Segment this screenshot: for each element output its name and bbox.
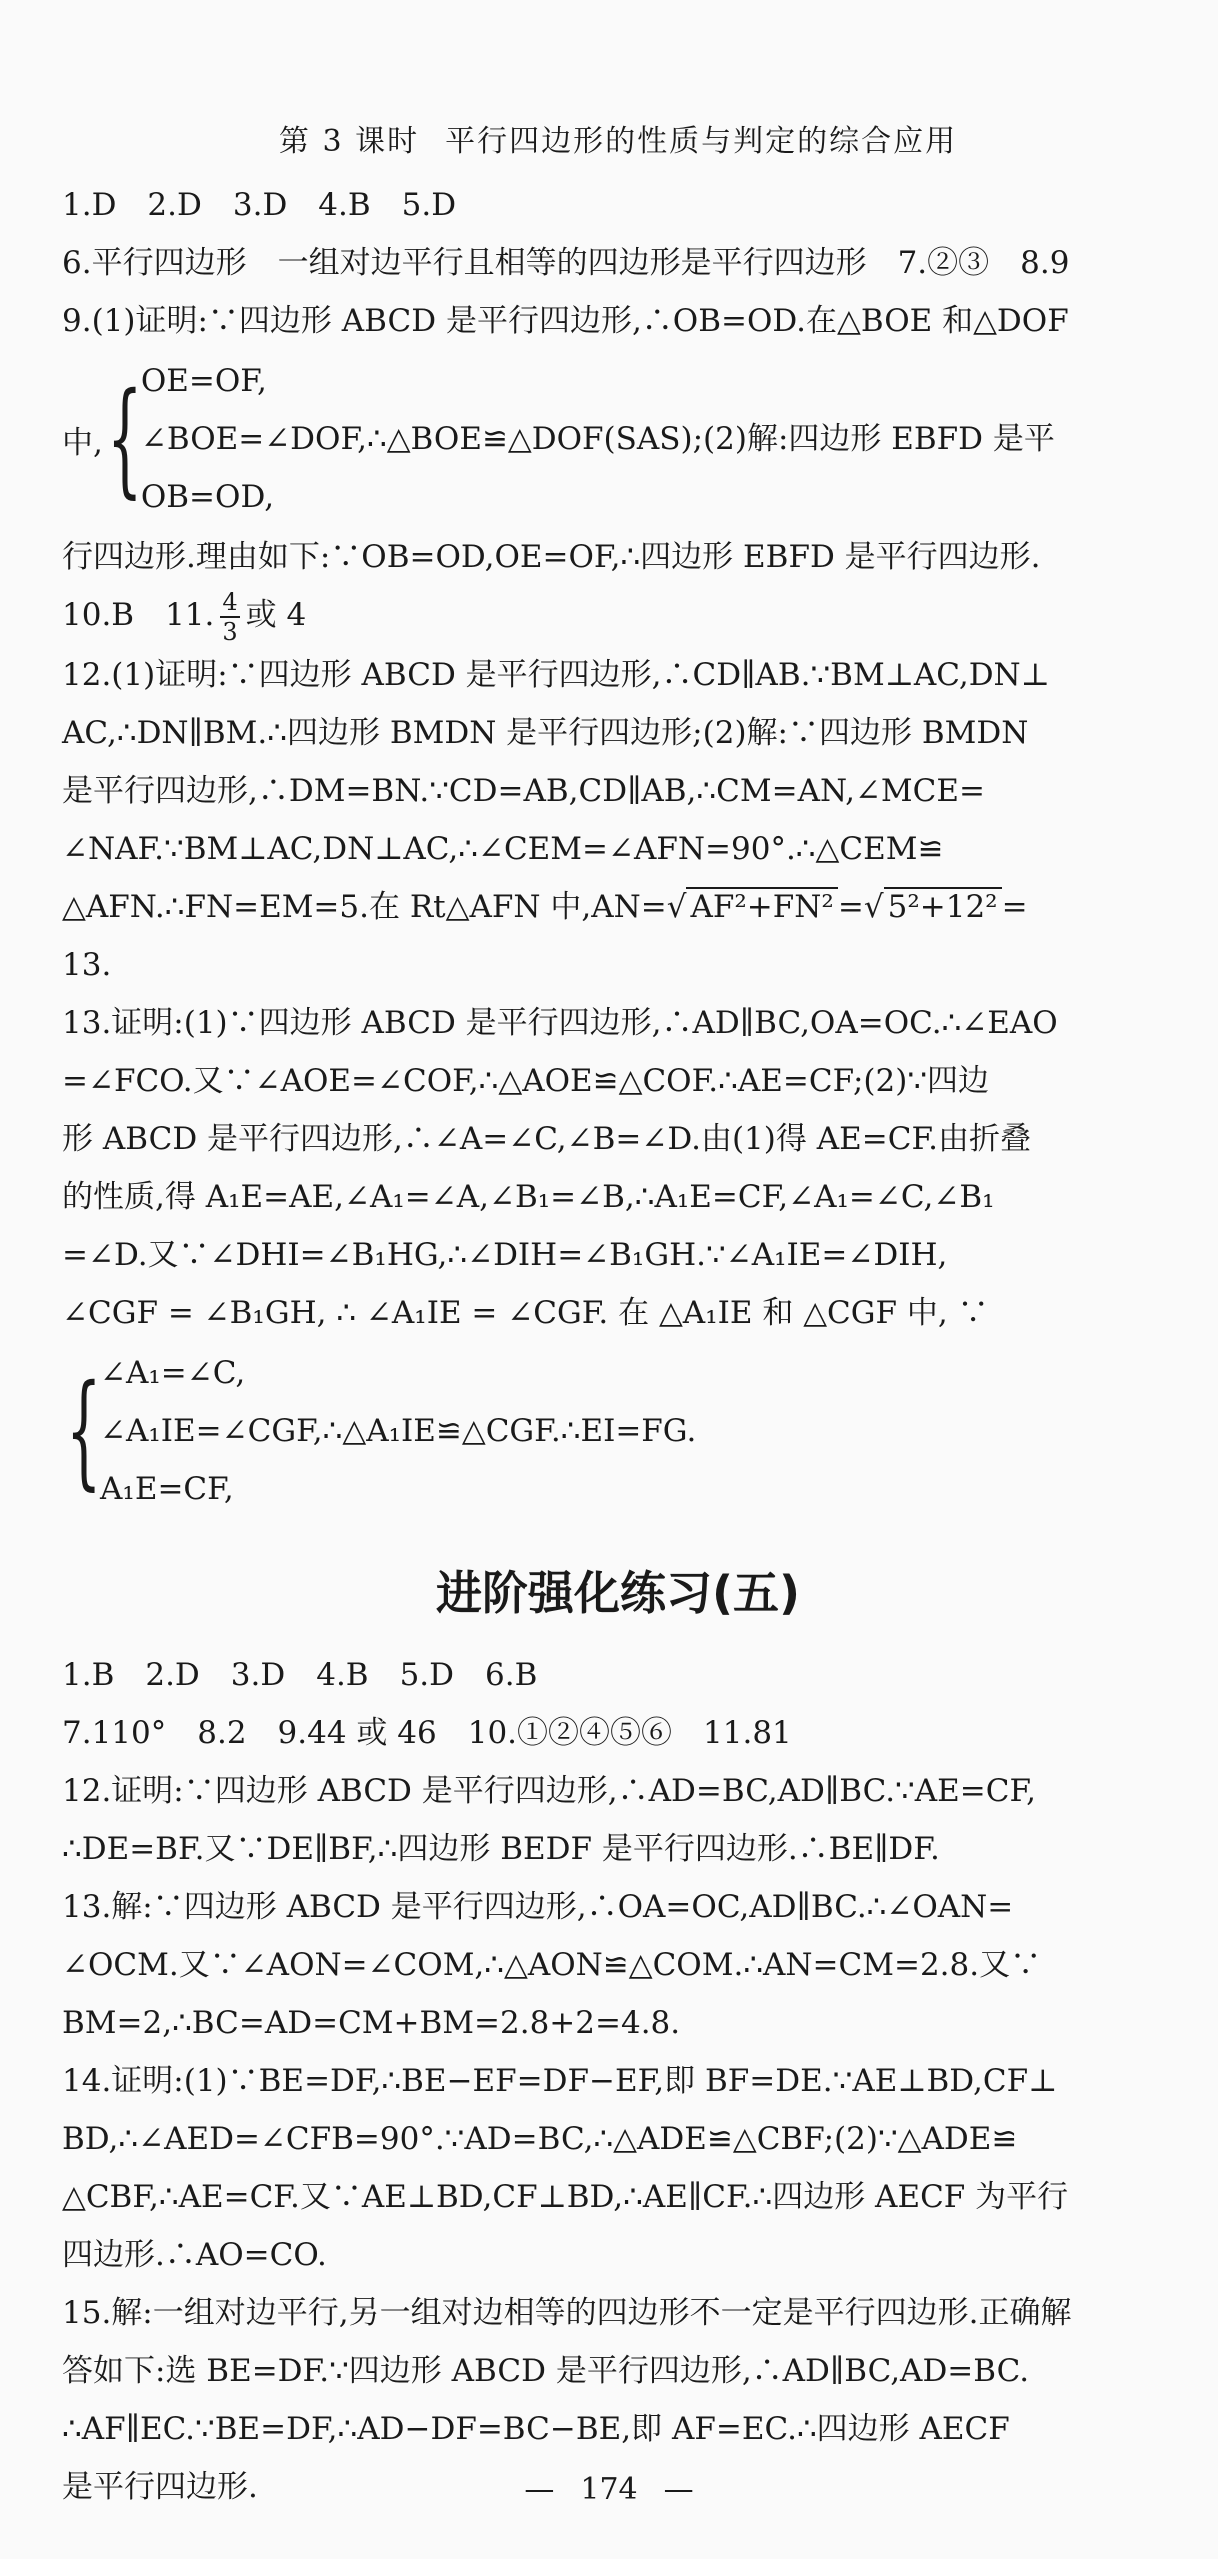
equation-system: [62, 352, 1174, 526]
fraction-numerator: 4: [222, 587, 238, 616]
answer-line: 6.平行四边形 一组对边平行且相等的四边形是平行四边形 7.②③ 8.9: [62, 245, 1070, 281]
square-root: √ 5²+12²: [864, 878, 1002, 936]
system-prefix: 中,: [62, 424, 103, 461]
system-lines: [100, 1344, 696, 1518]
answer-line: 7.110° 8.2 9.44 或 46 10.①②④⑤⑥ 11.81: [62, 1714, 792, 1751]
answer-line: ∴DE=BF.又∵DE∥BF,∴四边形 BEDF 是平行四边形.∴BE∥DF.: [62, 1830, 940, 1867]
answer-line: 四边形.∴AO=CO.: [62, 2236, 327, 2273]
equals-sign: =: [837, 888, 864, 925]
system-line: ∠A₁IE=∠CGF,∴△A₁IE≌△CGF.∴EI=FG.: [100, 1412, 697, 1449]
answer-line: AC,∴DN∥BM.∴四边形 BMDN 是平行四边形;(2)解:∵四边形 BMDN: [62, 714, 1029, 751]
page-number: [0, 2472, 1218, 2507]
radicand: 5²+12²: [884, 887, 1002, 925]
lesson-title: 平行四边形的性质与判定的综合应用: [445, 124, 958, 159]
answer-line: △CBF,∴AE=CF.又∵AE⊥BD,CF⊥BD,∴AE∥CF.∴四边形 AECF 为平行: [62, 2178, 1069, 2215]
section-heading: 进阶强化练习(五): [435, 1565, 801, 1620]
answer-line: 15.解:一组对边平行,另一组对边相等的四边形不一定是平行四边形.正确解: [62, 2294, 1072, 2331]
answer-line: 12.证明:∵四边形 ABCD 是平行四边形,∴AD=BC,AD∥BC.∵AE=CF,: [62, 1772, 1037, 1809]
answer-line-fraction: [62, 586, 1174, 646]
answer-line: 答如下:选 BE=DF.∵四边形 ABCD 是平行四边形,∴AD∥BC,AD=BC.: [62, 2352, 1030, 2389]
dash: —: [524, 2472, 555, 2507]
page-number-value: 174: [580, 2472, 638, 2507]
answer-line: BM=2,∴BC=AD=CM+BM=2.8+2=4.8.: [62, 2004, 681, 2041]
system-line: ∠A₁=∠C,: [100, 1354, 246, 1391]
answer-line-sqrt: [62, 878, 1174, 936]
answer-line: 的性质,得 A₁E=AE,∠A₁=∠A,∠B₁=∠B,∴A₁E=CF,∠A₁=∠C,∠B₁: [62, 1178, 995, 1215]
answer-line: ∠NAF.∵BM⊥AC,DN⊥AC,∴∠CEM=∠AFN=90°.∴△CEM≌: [62, 830, 944, 867]
lesson-label: 第 3 课时: [278, 124, 420, 159]
answer-line: 13.: [62, 946, 112, 983]
answer-line: ∴AF∥EC.∵BE=DF,∴AD−DF=BC−BE,即 AF=EC.∴四边形 AECF: [62, 2410, 1010, 2447]
system-line: OE=OF,: [140, 363, 267, 399]
system-line: ∠BOE=∠DOF,∴△BOE≌△DOF(SAS);(2)解:四边形 EBFD 是平: [140, 421, 1055, 457]
answer-line: 是平行四边形,∴DM=BN.∵CD=AB,CD∥AB,∴CM=AN,∠MCE=: [62, 772, 985, 809]
radicand: AF²+FN²: [686, 887, 837, 925]
answer-line: 12.(1)证明:∵四边形 ABCD 是平行四边形,∴CD∥AB.∵BM⊥AC,DN⊥: [62, 656, 1050, 693]
answer-line: 1.D 2.D 3.D 4.B 5.D: [62, 187, 457, 223]
answer-text: △AFN.∴FN=EM=5.在 Rt△AFN 中,AN=: [62, 888, 667, 925]
answer-line: 1.B 2.D 3.D 4.B 5.D 6.B: [62, 1656, 538, 1693]
answer-line: 13.证明:(1)∵四边形 ABCD 是平行四边形,∴AD∥BC,OA=OC.∴∠EAO: [62, 1004, 1058, 1041]
answer-line: 13.解:∵四边形 ABCD 是平行四边形,∴OA=OC,AD∥BC.∴∠OAN=: [62, 1888, 1014, 1925]
answer-line: 形 ABCD 是平行四边形,∴∠A=∠C,∠B=∠D.由(1)得 AE=CF.由折叠: [62, 1120, 1031, 1157]
left-brace-icon: {: [66, 1358, 102, 1503]
equation-system: [62, 1344, 1174, 1518]
answer-line: 是平行四边形.: [62, 2468, 258, 2505]
answer-line: 14.证明:(1)∵BE=DF,∴BE−EF=DF−EF,即 BF=DE.∵AE⊥BD,CF⊥: [62, 2062, 1058, 2099]
fraction: [220, 588, 239, 646]
square-root: √ AF²+FN²: [667, 878, 838, 936]
answer-line: =∠D.又∵∠DHI=∠B₁HG,∴∠DIH=∠B₁GH.∵∠A₁IE=∠DIH,: [62, 1236, 948, 1273]
answer-text: 或 4: [245, 597, 307, 633]
answer-line: BD,∴∠AED=∠CFB=90°.∵AD=BC,∴△ADE≌△CBF;(2)∵△ADE≌: [62, 2120, 1018, 2157]
answer-line: 行四边形.理由如下:∵OB=OD,OE=OF,∴四边形 EBFD 是平行四边形.: [62, 539, 1041, 575]
answer-line: =∠FCO.又∵∠AOE=∠COF,∴△AOE≌△COF.∴AE=CF;(2)∵四边: [62, 1062, 990, 1099]
equals-sign: =: [1001, 888, 1028, 925]
section-title: [62, 118, 1174, 166]
answer-text: 10.B 11.: [62, 597, 215, 633]
system-lines: [141, 352, 1055, 526]
answer-line: 9.(1)证明:∵四边形 ABCD 是平行四边形,∴OB=OD.在△BOE 和△DOF: [62, 303, 1069, 339]
answer-line: ∠CGF = ∠B₁GH, ∴ ∠A₁IE = ∠CGF. 在 △A₁IE 和 △CGF 中, ∵: [62, 1294, 989, 1331]
answer-line: ∠OCM.又∵∠AON=∠COM,∴△AON≌△COM.∴AN=CM=2.8.又∵: [62, 1946, 1042, 1983]
fraction-denominator: 3: [222, 617, 238, 646]
system-line: A₁E=CF,: [100, 1470, 234, 1507]
system-line: OB=OD,: [140, 479, 275, 515]
left-brace-icon: {: [106, 367, 143, 511]
dash: —: [663, 2472, 694, 2507]
